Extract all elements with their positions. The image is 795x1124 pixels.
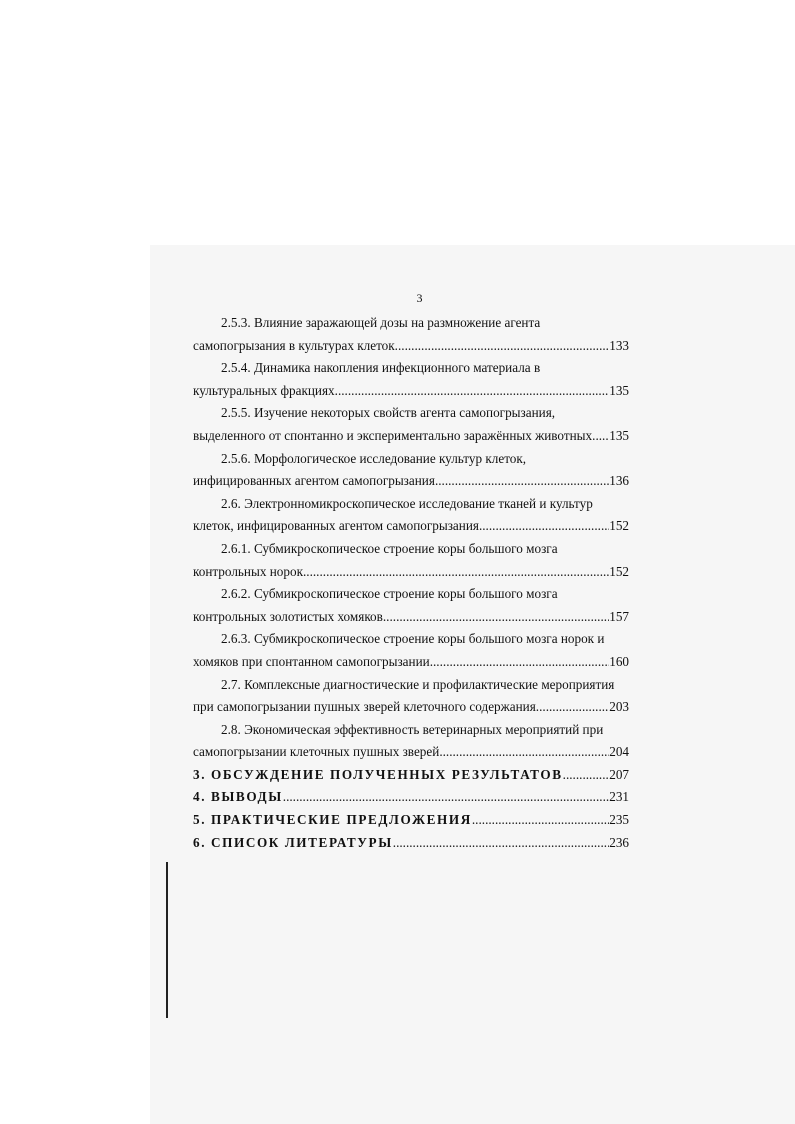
- toc-entry-last-line: [193, 470, 629, 493]
- toc-page-ref: 133: [609, 337, 629, 353]
- toc-entry-last-line: [193, 335, 629, 358]
- table-of-contents: [193, 312, 629, 854]
- scan-edge-line: [166, 862, 168, 1018]
- toc-entry-text: самопогрызания в культурах клеток: [193, 337, 395, 353]
- toc-entry-first-line: 2.8. Экономическая эффективность ветеринарных мероприятий при: [221, 721, 604, 737]
- dot-leader: [283, 786, 609, 809]
- dot-leader: [393, 832, 609, 855]
- dot-leader: [563, 764, 610, 787]
- toc-entry-last-line: [193, 741, 629, 764]
- dot-leader: [592, 425, 609, 448]
- toc-entry-text: контрольных норок: [193, 563, 303, 579]
- toc-page-ref: 135: [609, 427, 629, 443]
- toc-entry-text: контрольных золотистых хомяков: [193, 608, 383, 624]
- dot-leader: [472, 809, 609, 832]
- dot-leader: [303, 561, 609, 584]
- toc-section-title: 5. ПРАКТИЧЕСКИЕ ПРЕДЛОЖЕНИЯ: [193, 812, 472, 828]
- toc-entry-last-line: [193, 651, 629, 674]
- toc-entry-text: инфицированных агентом самопогрызания: [193, 473, 435, 489]
- toc-page-ref: 231: [609, 789, 629, 805]
- dot-leader: [430, 651, 610, 674]
- toc-entry-last-line: [193, 380, 629, 403]
- toc-page-ref: 135: [609, 382, 629, 398]
- toc-entry-first-line: 2.7. Комплексные диагностические и профилактические мероприятия: [221, 676, 615, 692]
- dot-leader: [439, 741, 609, 764]
- toc-page-ref: 207: [609, 766, 629, 782]
- page-number: 3: [416, 291, 423, 305]
- toc-entry-last-line: [193, 696, 629, 719]
- toc-entry-text: при самопогрызании пушных зверей клеточного содержания: [193, 699, 536, 715]
- toc-entry-last-line: [193, 425, 629, 448]
- dot-leader: [536, 696, 609, 719]
- toc-page-ref: 160: [609, 653, 629, 669]
- toc-page-ref: 204: [609, 744, 629, 760]
- toc-entry-first-line: 2.6.1. Субмикроскопическое строение коры большого мозга: [221, 540, 558, 556]
- toc-page-ref: 236: [609, 834, 629, 850]
- toc-entry-text: хомяков при спонтанном самопогрызании: [193, 653, 430, 669]
- toc-section-title: 4. ВЫВОДЫ: [193, 789, 283, 805]
- dot-leader: [435, 470, 609, 493]
- toc-section-title: 3. ОБСУЖДЕНИЕ ПОЛУЧЕННЫХ РЕЗУЛЬТАТОВ: [193, 766, 563, 782]
- toc-page-ref: 152: [609, 518, 629, 534]
- toc-entry-first-line: 2.5.5. Изучение некоторых свойств агента самопогрызания,: [221, 405, 556, 421]
- dot-leader: [479, 515, 609, 538]
- toc-page-ref: 235: [609, 812, 629, 828]
- toc-page-ref: 136: [609, 473, 629, 489]
- toc-entry-text: выделенного от спонтанно и экспериментально заражённых животных: [193, 427, 593, 443]
- toc-entry-first-line: 2.5.6. Морфологическое исследование культур клеток,: [221, 450, 527, 466]
- toc-entry-text: клеток, инфицированных агентом самопогрызания: [193, 518, 479, 534]
- toc-page-ref: 152: [609, 563, 629, 579]
- toc-entry-first-line: 2.6.2. Субмикроскопическое строение коры большого мозга: [221, 586, 558, 602]
- toc-entry-last-line: [193, 515, 629, 538]
- dot-leader: [383, 606, 609, 629]
- toc-entry-first-line: 2.6.3. Субмикроскопическое строение коры большого мозга норок и: [221, 631, 605, 647]
- toc-entry-last-line: [193, 606, 629, 629]
- dot-leader: [395, 335, 610, 358]
- toc-entry-text: самопогрызании клеточных пушных зверей: [193, 744, 440, 760]
- toc-entry-first-line: 2.6. Электронномикроскопическое исследование тканей и культур: [221, 495, 593, 511]
- toc-section: [193, 786, 629, 809]
- toc-section: [193, 764, 629, 787]
- toc-entry-first-line: 2.5.4. Динамика накопления инфекционного материала в: [221, 360, 541, 376]
- toc-section: [193, 832, 629, 855]
- toc-page-ref: 157: [609, 608, 629, 624]
- toc-page-ref: 203: [609, 699, 629, 715]
- toc-entry-first-line: 2.5.3. Влияние заражающей дозы на размножение агента: [221, 315, 541, 330]
- toc-entry-text: культуральных фракциях: [193, 382, 335, 398]
- toc-section-title: 6. СПИСОК ЛИТЕРАТУРЫ: [193, 834, 393, 850]
- toc-section: [193, 809, 629, 832]
- toc-entry-last-line: [193, 561, 629, 584]
- dot-leader: [335, 380, 610, 403]
